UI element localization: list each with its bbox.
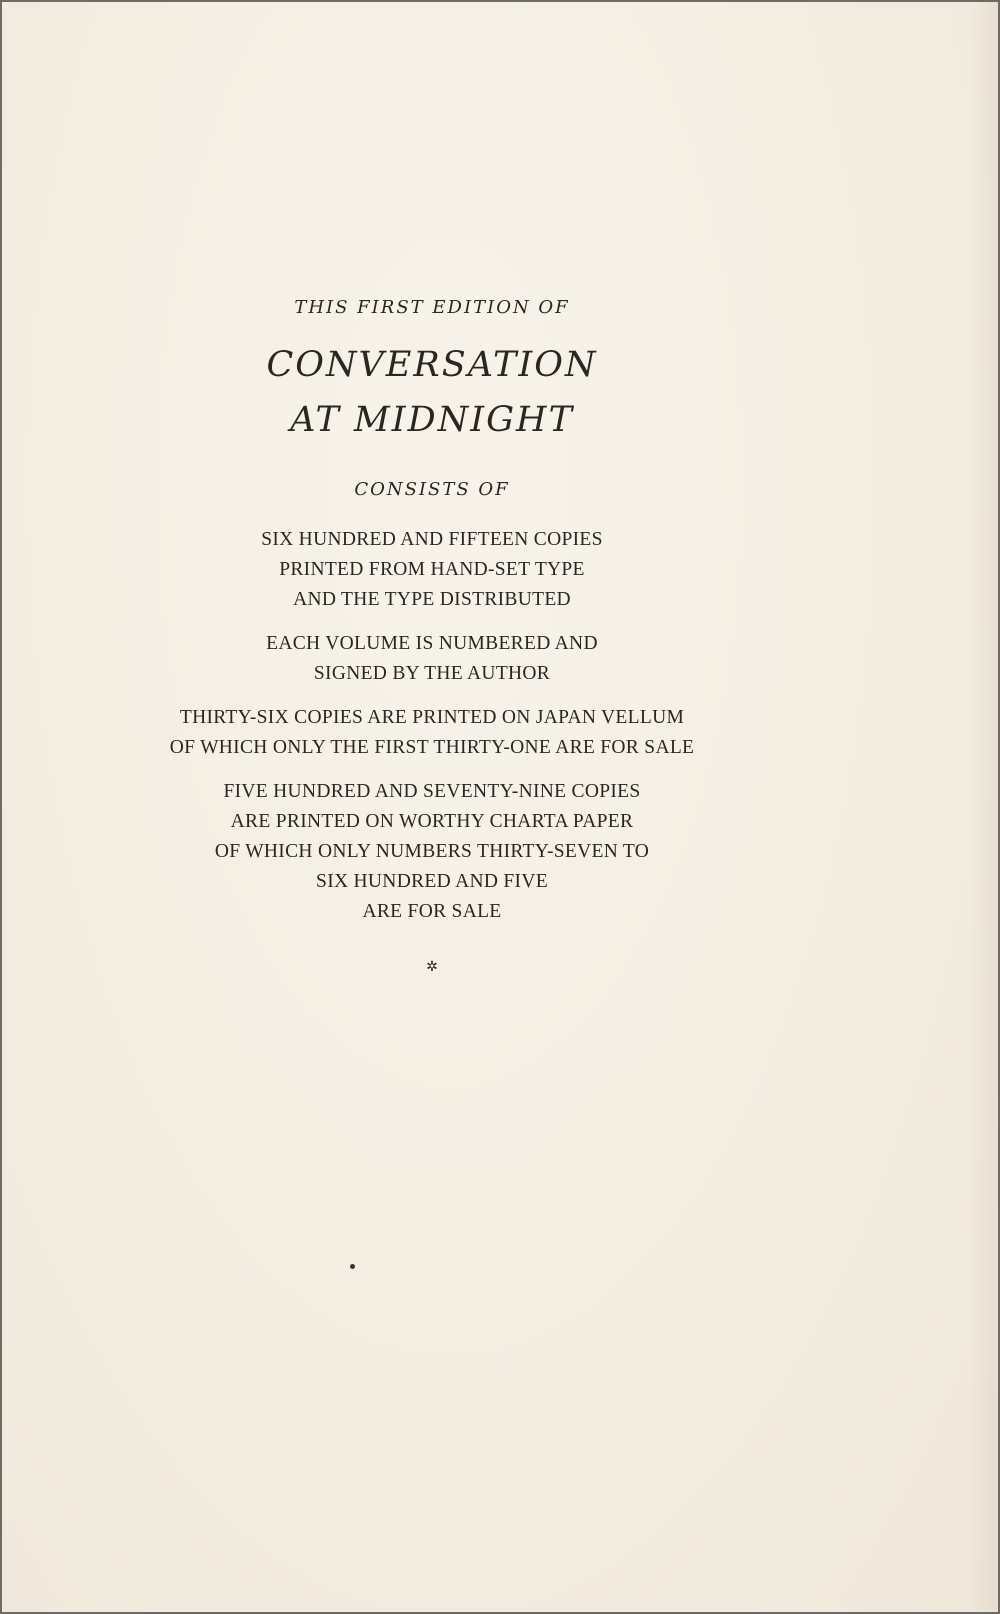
title-line-2: AT MIDNIGHT <box>290 400 574 440</box>
page-edge-shadow <box>968 2 998 1612</box>
paragraph-japan-vellum <box>132 703 732 763</box>
paper-speck <box>350 1264 355 1269</box>
paragraph-line: OF WHICH ONLY THE FIRST THIRTY-ONE ARE FOR SALE <box>169 737 695 758</box>
paragraph-line: PRINTED FROM HAND-SET TYPE <box>279 559 585 580</box>
paragraph-line: AND THE TYPE DISTRIBUTED <box>293 589 571 610</box>
book-title <box>132 338 732 448</box>
paragraph-line: OF WHICH ONLY NUMBERS THIRTY-SEVEN TO <box>214 841 650 862</box>
book-page <box>2 2 998 1612</box>
paragraph-charta-paper <box>132 777 732 927</box>
paragraph-line: SIX HUNDRED AND FIFTEEN COPIES <box>261 529 603 550</box>
paragraph-line: THIRTY-SIX COPIES ARE PRINTED ON JAPAN VELLUM <box>179 707 685 728</box>
paragraph-line: EACH VOLUME IS NUMBERED AND <box>266 633 598 654</box>
title-line-1: CONVERSATION <box>266 345 598 385</box>
consists-of-line: CONSISTS OF <box>354 479 510 500</box>
paragraph-signed <box>132 629 732 689</box>
paragraph-line: ARE PRINTED ON WORTHY CHARTA PAPER <box>230 811 634 832</box>
star-ornament-icon: ✲ <box>426 959 438 975</box>
paragraph-line: ARE FOR SALE <box>362 901 502 922</box>
paragraph-line: FIVE HUNDRED AND SEVENTY-NINE COPIES <box>223 781 641 802</box>
intro-heading <box>132 297 732 318</box>
paragraph-copies <box>132 525 732 615</box>
consists-of-heading <box>132 479 732 500</box>
paragraph-line: SIGNED BY THE AUTHOR <box>313 663 551 684</box>
paragraph-line: SIX HUNDRED AND FIVE <box>316 871 548 892</box>
intro-line: THIS FIRST EDITION OF <box>294 297 570 318</box>
